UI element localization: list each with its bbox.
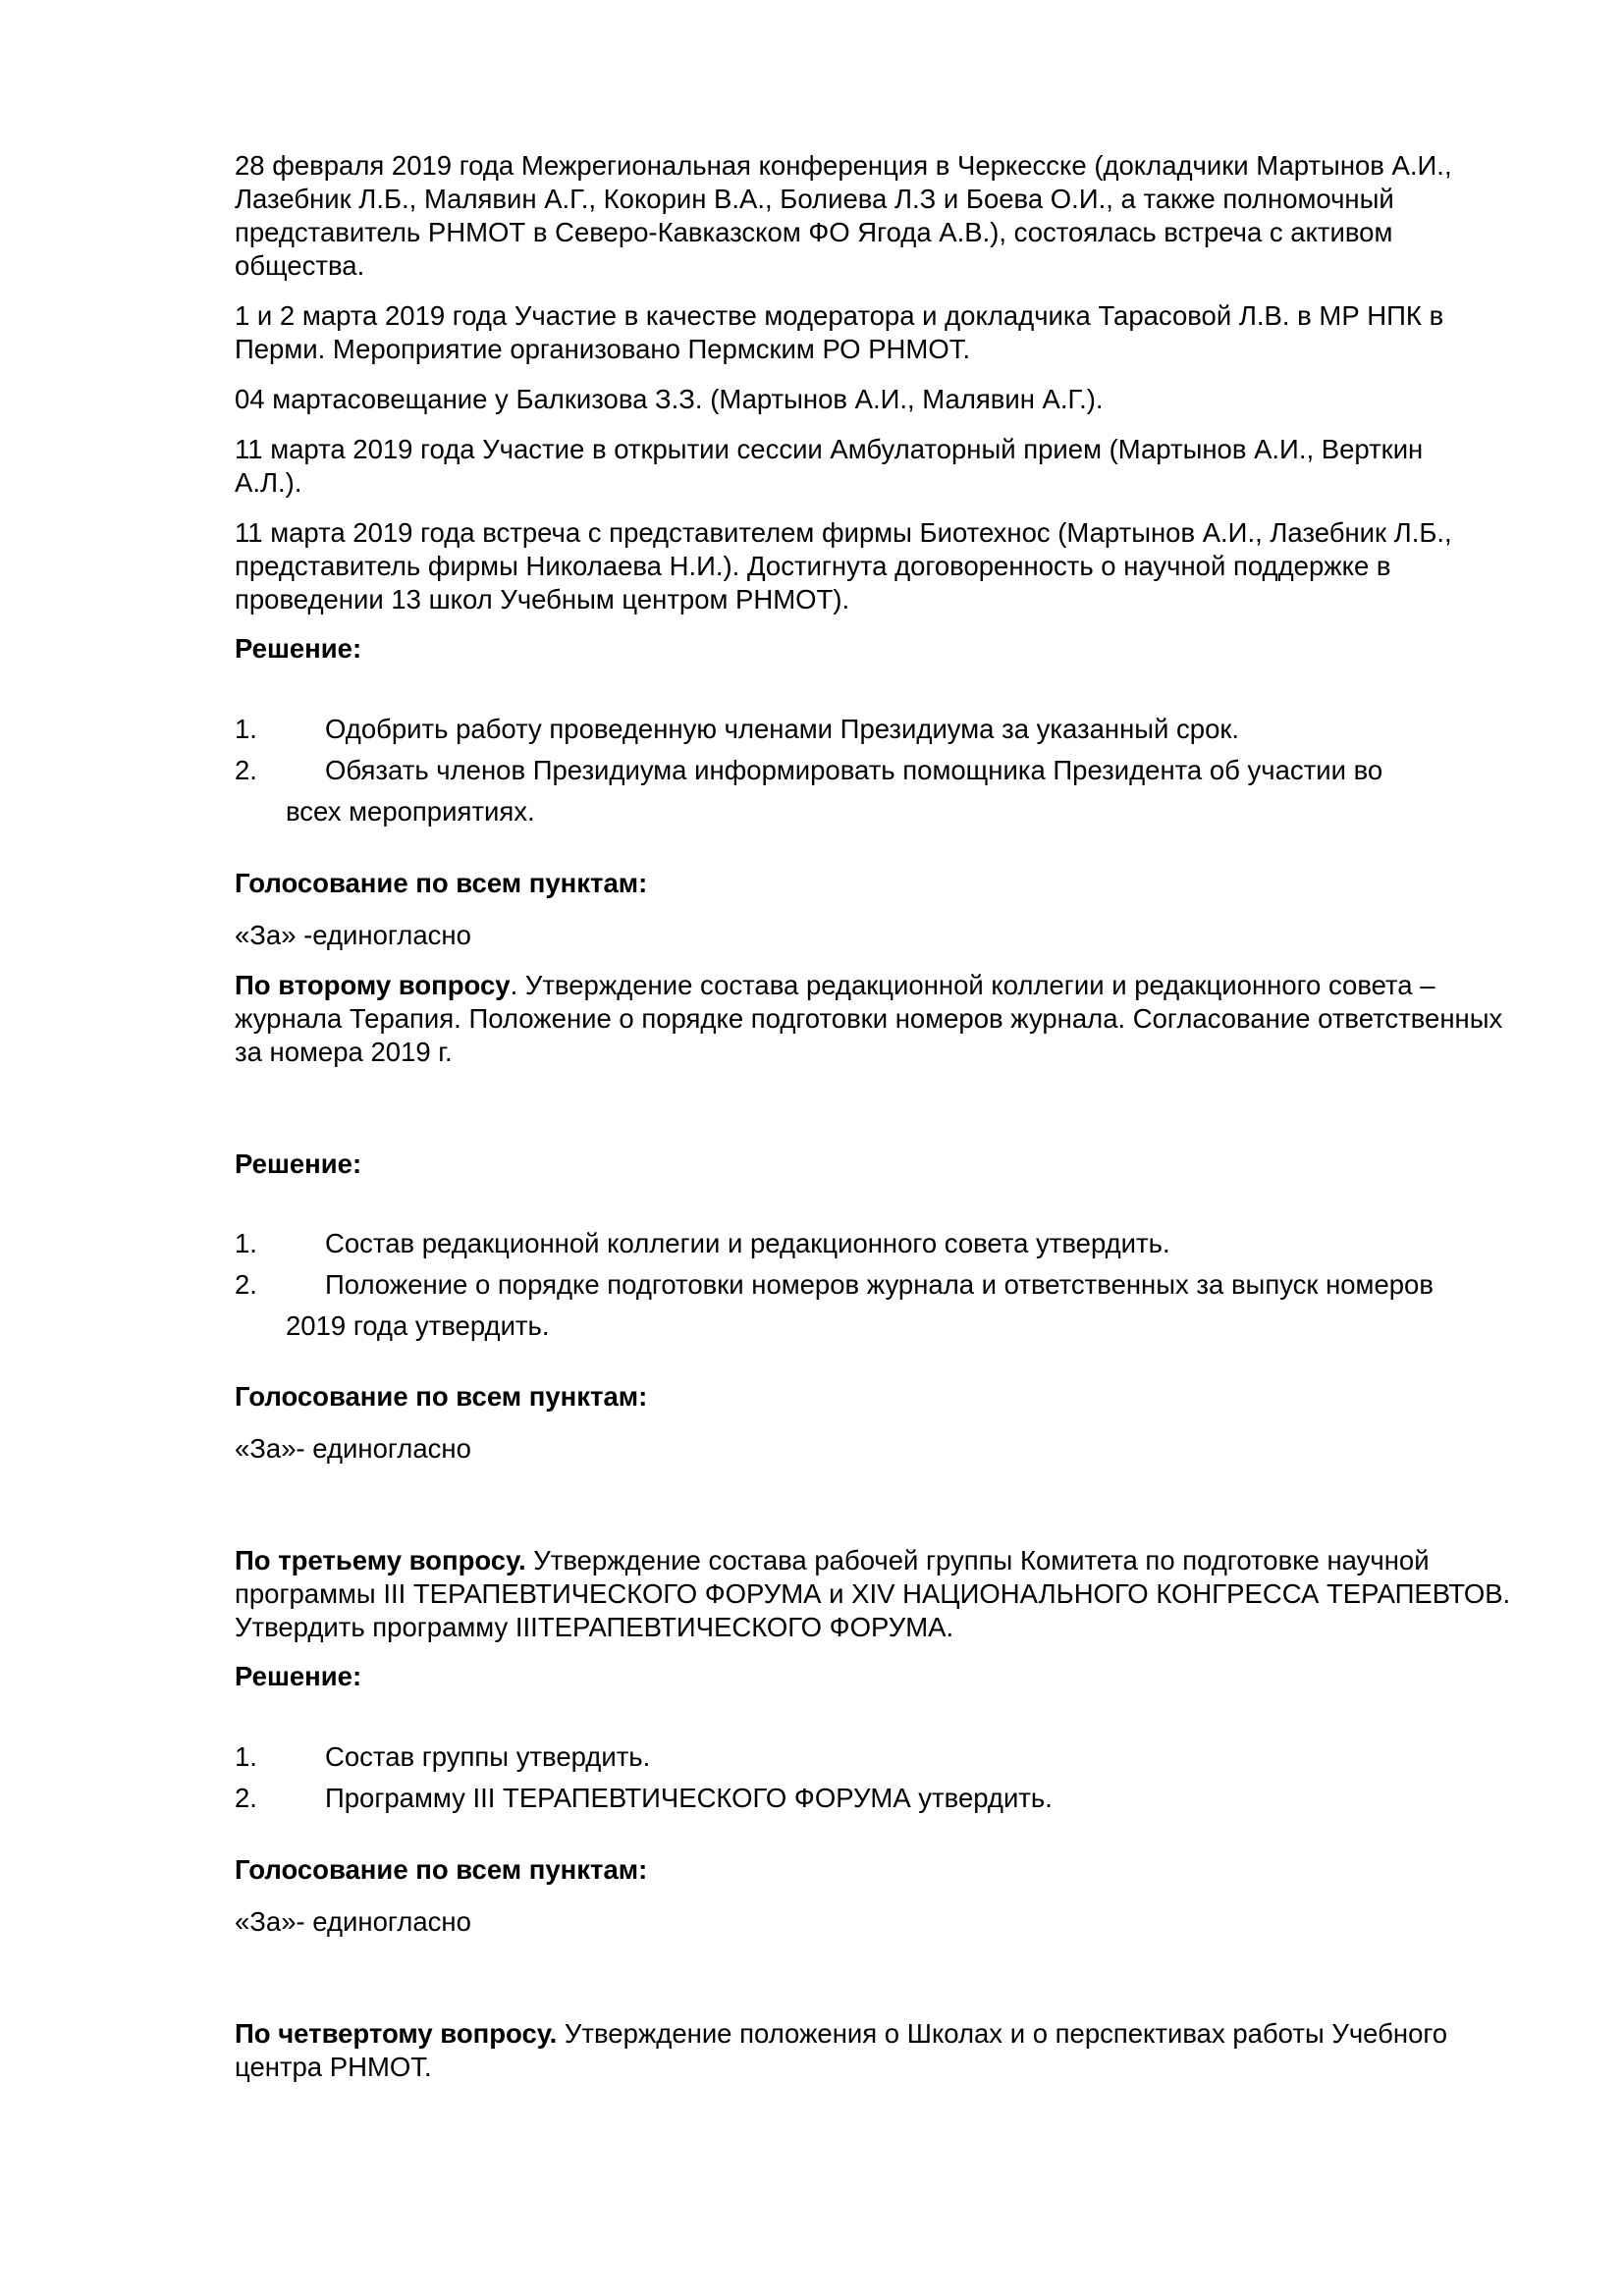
- question-paragraph: [235, 2017, 1462, 2084]
- question-text: Утверждение состава рабочей группы Комитета по подготовке научной программы III ТЕРАПЕВТИЧЕСКОГО ФОРУМА и XIV НАЦИОНАЛЬНОГО КОНГРЕССА ТЕРАПЕВТОВ. Утвердить программу IIIТЕРАПЕВТИЧЕСКОГО ФОРУМА.: [235, 1545, 1511, 1642]
- item-number: 1.: [235, 1741, 257, 1772]
- decision-item: [235, 713, 1531, 746]
- item-number: 1.: [235, 714, 257, 744]
- vote-heading: Голосование по всем пунктам:: [235, 868, 648, 898]
- question-label: По второму вопросу: [235, 970, 511, 1000]
- item-text-continued: 2019 года утвердить.: [286, 1310, 550, 1341]
- item-text: Одобрить работу проведенную членами Президиума за указанный срок.: [325, 714, 1240, 744]
- item-text: Положение о порядке подготовки номеров журнала и ответственных за выпуск номеров: [325, 1269, 1434, 1300]
- item-text-continued: всех мероприятиях.: [286, 796, 535, 827]
- vote-result: «За»- единогласно: [235, 1906, 471, 1937]
- decision-heading: Решение:: [235, 633, 362, 664]
- item-number: 2.: [235, 755, 257, 785]
- vote-heading: Голосование по всем пунктам:: [235, 1381, 648, 1412]
- decision-heading: Решение:: [235, 1661, 362, 1691]
- event-paragraph: 1 и 2 марта 2019 года Участие в качестве модератора и докладчика Тарасовой Л.В. в МР НПК в Перми. Мероприятие организовано Пермским РО РНМОТ.: [235, 300, 1444, 364]
- question-text: Утверждение положения о Школах и о перспективах работы Учебного центра РНМОТ.: [235, 2018, 1448, 2082]
- vote-result: «За»- единогласно: [235, 1433, 471, 1464]
- decision-item: [235, 1782, 1531, 1815]
- item-text: Обязать членов Президиума информировать помощника Президента об участии во: [325, 755, 1383, 785]
- item-number: 1.: [235, 1228, 257, 1258]
- item-text: Программу III ТЕРАПЕВТИЧЕСКОГО ФОРУМА утвердить.: [325, 1783, 1053, 1813]
- vote-heading: Голосование по всем пунктам:: [235, 1854, 648, 1885]
- decision-item: [235, 754, 1531, 828]
- question-paragraph: [235, 1544, 1531, 1644]
- vote-result: «За» -единогласно: [235, 920, 471, 950]
- decision-item: [235, 1740, 1531, 1774]
- event-paragraph: 11 марта 2019 года Участие в открытии сессии Амбулаторный прием (Мартынов А.И., Верткин А.Л.).: [235, 434, 1424, 498]
- item-number: 2.: [235, 1269, 257, 1300]
- document-page: [235, 149, 1531, 2084]
- decision-item: [235, 1268, 1531, 1343]
- event-paragraph: 04 мартасовещание у Балкизова З.З. (Мартынов А.И., Малявин А.Г.).: [235, 384, 1104, 414]
- question-label: По четвертому вопросу.: [235, 2018, 558, 2049]
- question-text: . Утверждение состава редакционной коллегии и редакционного совета –журнала Терапия. Положение о порядке подготовки номеров журнала. Согласование ответственных за номера 2019 г.: [235, 970, 1503, 1067]
- event-paragraph: 11 марта 2019 года встреча с представителем фирмы Биотехнос (Мартынов А.И., Лазебник Л.Б., представитель фирмы Николаева Н.И.). Достигнута договоренность о научной поддержке в проведении 13 школ Учебным центром РНМОТ).: [235, 517, 1452, 614]
- item-number: 2.: [235, 1783, 257, 1813]
- decision-heading: Решение:: [235, 1148, 362, 1179]
- item-text: Состав редакционной коллегии и редакционного совета утвердить.: [325, 1228, 1170, 1258]
- question-label: По третьему вопросу.: [235, 1545, 526, 1575]
- event-paragraph: 28 февраля 2019 года Межрегиональная конференция в Черкесске (докладчики Мартынов А.И., Лазебник Л.Б., Малявин А.Г., Кокорин В.А., Болиева Л.З и Боева О.И., а также полномочный представитель РНМОТ в Северо-Кавказском ФО Ягода А.В.), состоялась встреча с активом общества.: [235, 150, 1452, 281]
- decision-item: [235, 1227, 1531, 1260]
- item-text: Состав группы утвердить.: [325, 1741, 651, 1772]
- question-paragraph: [235, 969, 1511, 1069]
